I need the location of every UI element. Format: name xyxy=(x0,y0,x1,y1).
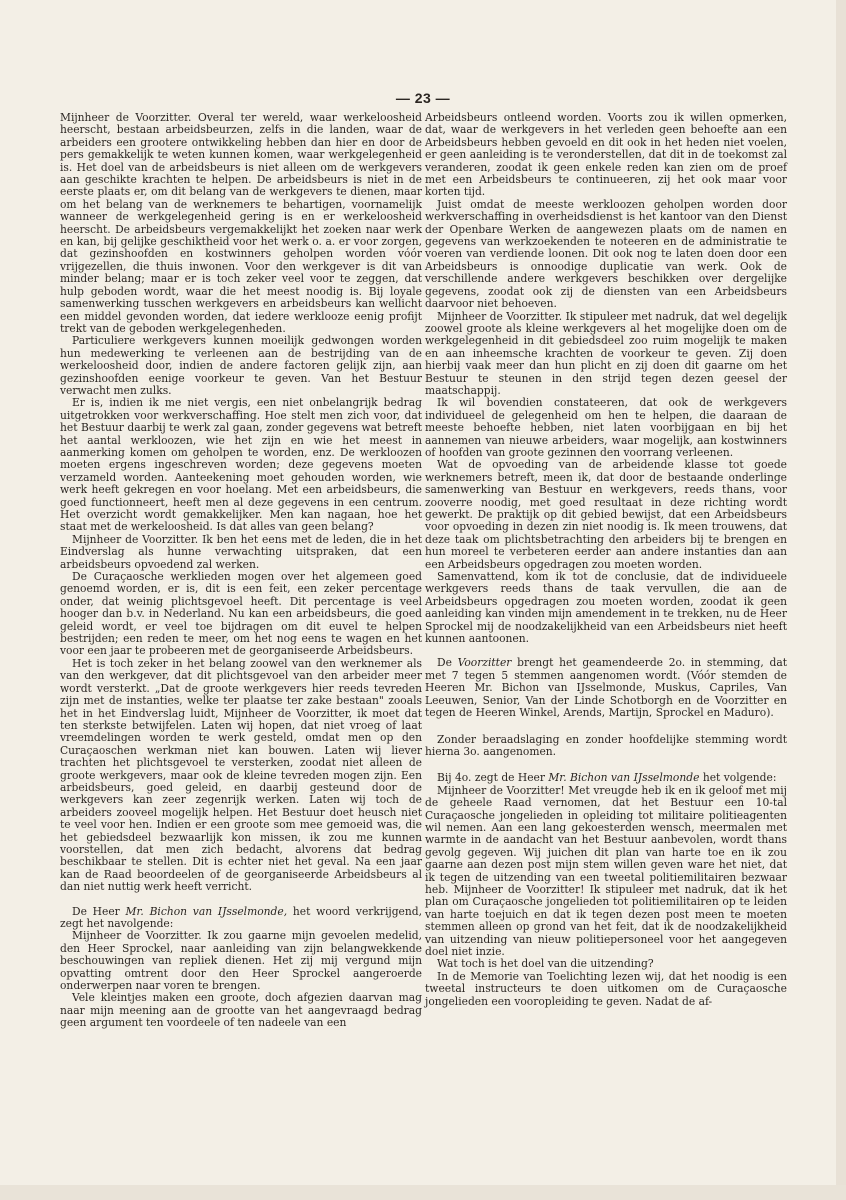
vote-before: De xyxy=(437,656,458,670)
page-edge-right xyxy=(836,0,846,1200)
paragraph: Mijnheer de Voorzitter. Ik ben het eens met de leden, die in het Eindverslag als hunne verwachting uitspraken, dat een arbeidsbeurs opvoedend zal werken. xyxy=(60,532,422,571)
vote-after: brengt het geamendeerde 2o. in stemming, dat met 7 tegen 5 stemmen aangenomen wordt. (Vóór stemden de Heeren Mr. Bichon van IJsselmonde, Muskus, Capriles, Van Leeuwen, Senior, Van der Linde Schotborgh en de Voorzitter en tegen de Heeren Winkel, Arends, Martijn, Sprockel en Maduro). xyxy=(425,656,787,720)
vote-speaker: Voorzitter xyxy=(457,656,512,670)
speaker-intro-after: het volgende: xyxy=(699,771,777,785)
paragraph: Mijnheer de Voorzitter. Overal ter wereld, waar werkeloosheid heerscht, bestaan arbeidsbeurzen, zelfs in die landen, waar de arbeiders een grootere ontwikkeling hebben dan hier en door de pers gemakkelijk te weten kunnen komen, waar werkgelegenheid is. Het doel van de arbeidsbeurs is niet alleen om de werkgevers aan geschikte krachten te helpen. De arbeidsbeurs is niet in de eerste plaats er, om dit belang van de werkgevers te dienen, maar om het belang van de werknemers te behartigen, voornamelijk wanneer de werkgelegenheid gering is en er werkeloosheid heerscht. De arbeidsbeurs vergemakkelijkt het zoeken naar werk en kan, bij gelijke geschiktheid voor het werk o. a. er voor zorgen, dat gezinshoofden en kostwinners geholpen worden vóór vrijgezellen, die thuis inwonen. Voor den werkgever is dit van minder belang; maar er is toch zeker veel voor te zeggen, dat hulp geboden wordt, waar die het meest noodig is. Bij loyale samenwerking tusschen werkgevers en arbeidsbeurs kan wellicht een middel gevonden worden, dat iedere werklooze eenig profijt trekt van de geboden werkgelegenheden. xyxy=(60,111,422,335)
speaker-name: Mr. Bichon van IJsselmonde xyxy=(548,771,700,785)
paragraph: Wat toch is het doel van die uitzending? xyxy=(437,957,654,971)
paragraph: Mijnheer de Voorzitter! Met vreugde heb ik en ik geloof met mij de geheele Raad vernomen, dat het Bestuur een 10-tal Curaçaosche jongelieden in opleiding tot militaire politieagenten wil nemen. Aan een lang gekoesterden wensch, meermalen met warmte in de aandacht van het Bestuur aanbevolen, wordt thans gevolg gegeven. Wij juichen dit plan van harte toe en ik zou gaarne aan dezen post mijn stem willen geven ware het niet, dat ik tegen de uitzending van een tweetal politiemilitairen bezwaar heb. Mijnheer de Voorzitter! Ik stipuleer met nadruk, dat ik het plan om Curaçaosche jongelieden tot politiemilitairen op te leiden van harte toejuich en dat ik tegen dezen post meen te moeten stemmen alleen op grond van het feit, dat ik de noodzakelijkheid van uitzending van nieuw politiepersoneel voor het aangegeven doel niet inzie. xyxy=(425,783,787,958)
paragraph: In de Memorie van Toelichting lezen wij, dat het noodig is een tweetal instructeurs te doen uitkomen om de Curaçaosche jongelieden een vooropleiding te geven. Nadat de af- xyxy=(425,969,787,1008)
paragraph: Particuliere werkgevers kunnen moeilijk gedwongen worden hun medewerking te verleenen aan de bestrijding van de werkeloosheid door, indien de andere factoren gelijk zijn, aan gezinshoofden eenige voorkeur te geven. Van het Bestuur verwacht men zulks. xyxy=(60,334,422,397)
speaker-name: Mr. Bichon van IJsselmonde, xyxy=(125,904,288,918)
speaker-intro xyxy=(60,906,422,931)
paragraph: Het is toch zeker in het belang zoowel van den werknemer als van den werkgever, dat dit plichtsgevoel van den arbeider meer wordt versterkt. „Dat de groote werkgevers hier reeds tevreden zijn met de instanties, welke ter plaatse ter zake bestaan" zooals het in het Eindverslag luidt, Mijnheer de Voorzitter, ik moet dat ten sterkste betwijfelen. Laten wij hopen, dat niet vroeg of laat vreemdelingen worden te werk gesteld, omdat men op den Curaçaoschen werkman niet kan bouwen. Laten wij liever trachten het plichtsgevoel te versterken, zoodat niet alleen de groote werkgevers, maar ook de kleine tevreden mogen zijn. Een arbeidsbeurs, goed geleid, en daarbij gesteund door de werkgevers kan zeer zegenrijk werken. Laten wij toch de arbeiders zooveel mogelijk helpen. Het Bestuur doet heusch niet te veel voor hen. Indien er een groote som mee gemoeid was, die het gebiedsdeel bezwaarlijk kon missen, ik zou me kunnen voorstellen, dat men zich bedacht, alvorens dat bedrag beschikbaar te stellen. Dit is echter niet het geval. Na een jaar kan de Raad beoordeelen of de georganiseerde Arbeidsbeurs al dan niet nuttig werk heeft verricht. xyxy=(60,656,422,894)
speaker-intro-before: Bij 4o. zegt de Heer xyxy=(437,771,549,785)
paragraph: Mijnheer de Voorzitter. Ik stipuleer met nadruk, dat wel degelijk zoowel groote als kleine werkgevers al het mogelijke doen om de werkgelegenheid in dit gebiedsdeel zoo ruim mogelijk te maken en aan inheemsche krachten de voorkeur te geven. Zij doen hierbij vaak meer dan hun plicht en zij doen dit gaarne om het Bestuur te steunen in den strijd tegen dezen geesel der maatschappij. xyxy=(425,309,787,397)
vote-paragraph xyxy=(425,657,787,719)
paragraph: Er is, indien ik me niet vergis, een niet onbelangrijk bedrag uitgetrokken voor werkverschaffing. Hoe stelt men zich voor, dat het Bestuur daarbij te werk zal gaan, zonder gegevens wat betreft het aantal werkloozen, wie het zijn en wie het meest in aanmerking komen om geholpen te worden, enz. De werkloozen moeten ergens ingeschreven worden; deze gegevens moeten verzameld worden. Aanteekening moet gehouden worden, wie werk heeft gekregen en voor hoelang. Met een arbeidsbeurs, die goed functionneert, heeft men al deze gegevens in een centrum. Het overzicht wordt gemakkelijker. Men kan nagaan, hoe het staat met de werkeloosheid. Is dat alles van geen belang? xyxy=(60,396,422,534)
paragraph: Ik wil bovendien constateeren, dat ook de werkgevers individueel de gelegenheid om hen te helpen, die daaraan de meeste behoefte hebben, niet laten voorbijgaan en bij het aannemen van nieuwe arbeiders, waar mogelijk, aan kostwinners of hoofden van groote gezinnen den voorrang verleenen. xyxy=(425,396,787,459)
paragraph: Vele kleintjes maken een groote, doch afgezien daarvan mag naar mijn meening aan de grootte van het aangevraagd bedrag geen argument ten voordeele of ten nadeele van een xyxy=(60,991,422,1030)
paragraph: Juist omdat de meeste werkloozen geholpen worden door werkverschaffing in overheidsdienst is het kantoor van den Dienst der Openbare Werken de aangewezen plaats om de namen en gegevens van werkzoekenden te noteeren en de administratie te voeren van verdiende loonen. Dit ook nog te laten doen door een Arbeidsbeurs is onnoodige duplicatie van werk. Ook de verschillende andere werkgevers beschikken over dergelijke gegevens, zoodat ook zij de diensten van een Arbeidsbeurs daarvoor niet behoeven. xyxy=(425,197,787,311)
speaker-intro xyxy=(425,772,787,784)
paragraph: Arbeidsbeurs ontleend worden. Voorts zou ik willen opmerken, dat, waar de werkgevers in het verleden geen behoefte aan een Arbeidsbeurs hebben gevoeld en dit ook in het heden niet voelen, er geen aanleiding is te veronderstellen, dat dit in de toekomst zal veranderen, zoodat ik geen enkele reden kan zien om de proef met een Arbeidsbeurs te continueeren, zij het ook maar voor korten tijd. xyxy=(425,111,787,199)
page-edge-bottom xyxy=(0,1185,846,1200)
paragraph: Zonder beraadslaging en zonder hoofdelijke stemming wordt hierna 3o. aangenomen. xyxy=(425,732,787,758)
left-column xyxy=(60,112,422,1030)
paragraph: Wat de opvoeding van de arbeidende klasse tot goede werknemers betreft, meen ik, dat door de bestaande onderlinge samenwerking van Bestuur en werkgevers, reeds thans, voor zooverre noodig, met goed resultaat in deze richting wordt gewerkt. De praktijk op dit gebied bewijst, dat een Arbeidsbeurs voor opvoeding in dezen zin niet noodig is. Ik meen trouwens, dat deze taak om plichtsbetrachting den arbeiders bij te brengen en hun moreel te verbeteren eerder aan andere instanties dan aan een Arbeidsbeurs opgedragen zou moeten worden. xyxy=(425,458,787,571)
paragraph: Samenvattend, kom ik tot de conclusie, dat de individueele werkgevers reeds thans de taak vervullen, die aan de Arbeidsbeurs opgedragen zou moeten worden, zoodat ik geen aanleiding kan vinden mijn amendement in te trekken, nu de Heer Sprockel mij de noodzakelijkheid van een Arbeidsbeurs niet heeft kunnen aantoonen. xyxy=(425,570,787,646)
speaker-intro-before: De Heer xyxy=(72,904,126,918)
speaker-intro-after: het woord verkrijgend, zegt het navolgende: xyxy=(60,904,422,930)
page-number: — 23 — xyxy=(395,90,451,106)
paragraph: De Curaçaosche werklieden mogen over het algemeen goed genoemd worden, er is, dit is een feit, een zeker percentage onder, dat weinig plichtsgevoel heeft. Dit percentage is veel hooger dan b.v. in Nederland. Nu kan een arbeidsbeurs, die goed geleid wordt, er veel toe bijdragen om dit euvel te helpen bestrijden; een reden te meer, om het nog eens te wagen en het voor een jaar te probeeren met de georganiseerde Arbeidsbeurs. xyxy=(60,570,422,658)
right-column xyxy=(425,112,787,1008)
paragraph: Mijnheer de Voorzitter. Ik zou gaarne mijn gevoelen medelid, den Heer Sprockel, naar aanleiding van zijn belangwekkende beschouwingen van repliek dienen. Het zij mij vergund mijn opvatting omtrent door den Heer Sprockel aangeroerde onderwerpen naar voren te brengen. xyxy=(60,929,422,993)
